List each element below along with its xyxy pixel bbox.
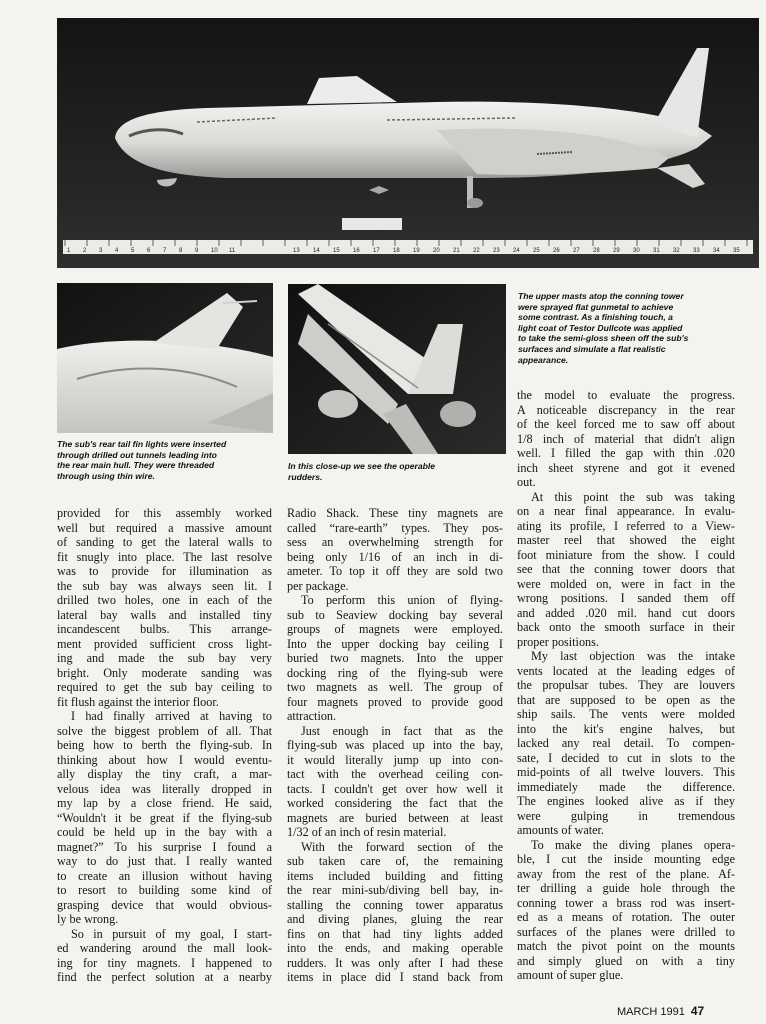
text-line: magnets are buried between at least xyxy=(287,810,503,825)
ruler-number: 17 xyxy=(373,248,380,254)
text-line: required to get the sub bay ceiling to xyxy=(57,680,272,694)
caption-line: light coat of Testor Dullcote was applied xyxy=(518,322,683,333)
text-line: A noticeable discrepancy in the rear xyxy=(517,402,735,417)
text-line: mid-points of all twelve louvers. This xyxy=(517,765,735,779)
caption-tail-fin-lights xyxy=(57,439,273,481)
text-line: conning tower a brass rod was insert- xyxy=(517,895,735,910)
text-line: master reel that showed the eight xyxy=(517,533,735,547)
text-line: well but required a massive amount xyxy=(57,520,272,535)
text-line: 1/32 of an inch of resin material. xyxy=(287,825,447,839)
text-line: that are supposed to be open as the xyxy=(517,692,735,707)
text-line: 1/8 inch of material that didn't align xyxy=(517,431,735,446)
paragraph xyxy=(517,649,735,838)
text-line: drilled two holes, one in each of the xyxy=(57,593,272,607)
text-line: were molded on, were in fact in the xyxy=(517,576,735,591)
body-column-middle xyxy=(287,506,503,985)
text-line: the sub bay was always seen lit. I xyxy=(57,578,272,593)
text-line: stalling the conning tower apparatus xyxy=(287,897,503,912)
main-model-photo xyxy=(57,18,759,268)
text-line: amounts of water. xyxy=(517,823,604,837)
caption-conning-tower xyxy=(518,291,750,365)
caption-line: surfaces and simulate a flat realistic xyxy=(518,343,666,354)
text-line: ally display the tiny craft, a mar- xyxy=(57,767,272,781)
ruler-number: 30 xyxy=(633,248,640,254)
text-line: ed as a means of rotation. The outer xyxy=(517,910,735,924)
text-line: immediately made the difference. xyxy=(517,779,735,794)
ruler-number: 25 xyxy=(533,248,540,254)
text-line: ed wandering around the mall look- xyxy=(57,941,272,955)
text-line: foot miniature from the show. I could xyxy=(517,547,735,562)
text-line: fit flush against the interior floor. xyxy=(57,694,219,709)
ruler-number: 14 xyxy=(313,248,320,254)
text-line: To perform this union of flying- xyxy=(301,593,503,607)
tail-fin-photo xyxy=(57,283,273,433)
text-line: ter drilling a guide hole through the xyxy=(517,881,735,895)
paragraph xyxy=(57,709,272,927)
ruler-number: 11 xyxy=(229,248,236,254)
text-line: items included building and fitting xyxy=(287,868,503,883)
text-line: sate, I decided to cut in slots to the xyxy=(517,750,735,765)
text-line: well. I filled the gap with thin .020 xyxy=(517,446,735,460)
text-line: lateral bay walls and installed tiny xyxy=(57,607,272,622)
caption-line: the rear main hull. They were threaded xyxy=(57,460,215,471)
text-line: Radio Shack. These tiny magnets are xyxy=(287,506,503,520)
text-line: and added .020 mil. hand cut doors xyxy=(517,605,735,620)
ruler-number: 34 xyxy=(713,248,720,254)
text-line: bright. Only moderate sanding was xyxy=(57,665,272,680)
text-line: way to do just that. I really wanted xyxy=(57,854,272,868)
text-line: ating its profile, I referred to a View- xyxy=(517,518,735,533)
text-line: four magnets proved to provide good xyxy=(287,694,503,709)
paragraph xyxy=(517,838,735,983)
ruler-number: 1 xyxy=(67,248,71,254)
text-line: inch sheet styrene and got it evened xyxy=(517,460,735,475)
paragraph xyxy=(57,506,272,709)
ruler-number: 10 xyxy=(211,248,218,254)
ruler-number: 21 xyxy=(453,248,460,254)
text-line: could be held up in the bay with a xyxy=(57,825,272,839)
text-line: into the kit's engine halves, but xyxy=(517,721,735,736)
text-line: back onto the smooth surface in their xyxy=(517,620,735,634)
paragraph xyxy=(517,490,735,650)
text-line: surfaces of the planes were drilled to xyxy=(517,924,735,939)
caption-line: through using thin wire. xyxy=(57,470,155,481)
caption-line: The sub's rear tail fin lights were inserted xyxy=(57,439,227,449)
ruler-number: 29 xyxy=(613,248,620,254)
text-line: sub to Seaview docking bay several xyxy=(287,607,503,622)
text-line: wrong positions. I sanded them off xyxy=(517,591,735,605)
text-line: was to provide for illumination as xyxy=(57,564,272,578)
text-line: Into the upper docking bay ceiling I xyxy=(287,636,503,651)
body-column-left xyxy=(57,506,272,985)
ruler-number: 16 xyxy=(353,248,360,254)
text-line: away from the rest of the plane. Af- xyxy=(517,866,735,881)
text-line: match the pivot point on the mounts xyxy=(517,939,735,953)
ruler-number: 4 xyxy=(115,248,119,254)
text-line: I had finally arrived at having to xyxy=(71,709,272,723)
ruler-number: 8 xyxy=(179,248,183,254)
ruler-number: 15 xyxy=(333,248,340,254)
ruler-number: 22 xyxy=(473,248,480,254)
seaview-submarine-image xyxy=(57,18,759,268)
text-line: attraction. xyxy=(287,709,337,723)
text-line: ing and made the sub bay very xyxy=(57,651,272,665)
caption-line: through drilled out tunnels leading into xyxy=(57,449,217,460)
text-line: ly be wrong. xyxy=(57,912,119,926)
text-line: fit snugly into place. The last resolve xyxy=(57,549,272,564)
text-line: find the perfect solution at a nearby xyxy=(57,970,272,984)
text-line: on a near final appearance. In evalu- xyxy=(517,504,735,518)
paragraph xyxy=(517,388,735,490)
ruler-number: 26 xyxy=(553,248,560,254)
text-line: With the forward section of the xyxy=(301,839,503,854)
caption-line: The upper masts atop the conning tower xyxy=(518,291,684,301)
text-line: The engines looked alive as if they xyxy=(517,794,735,808)
text-line: grasping device that would obvious- xyxy=(57,897,272,912)
ruler-number: 5 xyxy=(131,248,135,254)
text-line: groups of magnets were employed. xyxy=(287,622,503,636)
text-line: amount of super glue. xyxy=(517,968,624,982)
ruler-number: 13 xyxy=(293,248,300,254)
text-line: solve the biggest problem of all. That xyxy=(57,723,272,738)
text-line: incandescent bulbs. This arrange- xyxy=(57,622,272,636)
caption-line: appearance. xyxy=(518,354,569,365)
caption-line: were sprayed flat gunmetal to achieve xyxy=(518,301,674,312)
rudder-photo xyxy=(288,284,506,454)
text-line: of the keel forced me to saw off about xyxy=(517,417,735,431)
ruler-number: 23 xyxy=(493,248,500,254)
text-line: to resort to building some kind of xyxy=(57,883,272,897)
text-line: At this point the sub was taking xyxy=(531,489,735,504)
ruler-number: 19 xyxy=(413,248,420,254)
caption-line: rudders. xyxy=(288,471,323,482)
caption-line: some contrast. As a finishing touch, a xyxy=(518,312,673,323)
text-line: ameter. To top it off they are sold two xyxy=(287,564,503,578)
ruler-number: 27 xyxy=(573,248,580,254)
paragraph xyxy=(287,840,503,985)
text-line: buried two magnets. Into the upper xyxy=(287,651,503,665)
paragraph xyxy=(57,927,272,985)
text-line: see that the conning tower doors that xyxy=(517,562,735,576)
text-line: Just enough in fact that as the xyxy=(301,723,503,738)
text-line: vents located at the leading edges of xyxy=(517,663,735,678)
ruler-number: 3 xyxy=(99,248,103,254)
text-line: To make the diving planes opera- xyxy=(531,837,735,852)
tail-fin-image xyxy=(57,283,273,433)
paragraph xyxy=(287,593,503,724)
text-line: items in place did I stand back from xyxy=(287,970,503,984)
text-line: proper positions. xyxy=(517,634,599,649)
paragraph xyxy=(287,506,503,593)
body-column-right xyxy=(517,388,735,983)
page-number: 47 xyxy=(690,1004,705,1018)
text-line: being only 1/16 of an inch in di- xyxy=(287,549,503,564)
ruler-number: 9 xyxy=(195,248,199,254)
text-line: “Wouldn't it be great if the flying-sub xyxy=(57,810,272,825)
text-line: ble, I cut the inside mounting edge xyxy=(517,852,735,866)
text-line: to create an illusion without having xyxy=(57,868,272,883)
text-line: my lap by a close friend. He said, xyxy=(57,796,272,810)
ruler-number: 32 xyxy=(673,248,680,254)
text-line: sub taken care of, the remaining xyxy=(287,854,503,868)
ruler-number: 18 xyxy=(393,248,400,254)
text-line: the rear mini-sub/diving bell bay, in- xyxy=(287,883,503,897)
text-line: rudders. It was only after I had these xyxy=(287,955,503,970)
text-line: lacked any real detail. To compen- xyxy=(517,736,735,750)
text-line: flying-sub was placed up into the bay, xyxy=(287,738,503,752)
text-line: ing for tiny magnets. I happened to xyxy=(57,955,272,970)
issue-date: MARCH 1991 xyxy=(617,1006,685,1018)
text-line: were gulping in tremendous xyxy=(517,808,735,823)
ruler-number: 24 xyxy=(513,248,520,254)
text-line: it would literally jump up into con- xyxy=(287,752,503,767)
ruler-number: 28 xyxy=(593,248,600,254)
text-line: velous idea was literally dropped in xyxy=(57,781,272,796)
text-line: being how to berth the flying-sub. In xyxy=(57,738,272,752)
text-line: provided for this assembly worked xyxy=(57,506,272,520)
caption-line: In this close-up we see the operable xyxy=(288,461,436,471)
text-line: and simply glued on with a tiny xyxy=(517,953,735,968)
ruler-number: 2 xyxy=(83,248,87,254)
text-line: tact with the overhead ceiling con- xyxy=(287,767,503,781)
text-line: My last objection was the intake xyxy=(531,649,735,663)
text-line: ment provided sufficient cross light- xyxy=(57,636,272,651)
text-line: per package. xyxy=(287,578,349,593)
caption-rudders xyxy=(288,461,506,482)
caption-line: to take the semi-gloss sheen off the sub's xyxy=(518,333,689,344)
text-line: magnet?” To his surprise I found a xyxy=(57,839,272,854)
text-line: worked considering the fact that the xyxy=(287,796,503,810)
text-line: thinking about how I would eventu- xyxy=(57,752,272,767)
page-folio xyxy=(617,1004,704,1018)
text-line: ship sails. The vents were molded xyxy=(517,707,735,721)
ruler-number: 6 xyxy=(147,248,151,254)
text-line: the model to evaluate the progress. xyxy=(517,388,735,402)
text-line: So in pursuit of my goal, I start- xyxy=(71,926,272,941)
text-line: sess an overwhelming strength for xyxy=(287,535,503,549)
ruler-number: 7 xyxy=(163,248,167,254)
paragraph xyxy=(287,724,503,840)
text-line: and diving planes, gluing the rear xyxy=(287,912,503,926)
ruler-number: 35 xyxy=(733,248,740,254)
text-line: called “rare-earth” types. They pos- xyxy=(287,520,503,535)
text-line: the propulsar tubes. They are louvers xyxy=(517,678,735,692)
rudder-image xyxy=(288,284,506,454)
text-line: fins on that had tiny lights added xyxy=(287,926,503,941)
text-line: into the ends, and making operable xyxy=(287,941,503,955)
text-line: docking ring of the flying-sub were xyxy=(287,665,503,680)
text-line: of sanding to get the lateral walls to xyxy=(57,535,272,549)
text-line: tacts. I couldn't get over how well it xyxy=(287,781,503,796)
ruler-number: 31 xyxy=(653,248,660,254)
text-line: out. xyxy=(517,475,536,489)
ruler-number: 33 xyxy=(693,248,700,254)
text-line: two magnets as well. The group of xyxy=(287,680,503,694)
ruler-number: 20 xyxy=(433,248,440,254)
